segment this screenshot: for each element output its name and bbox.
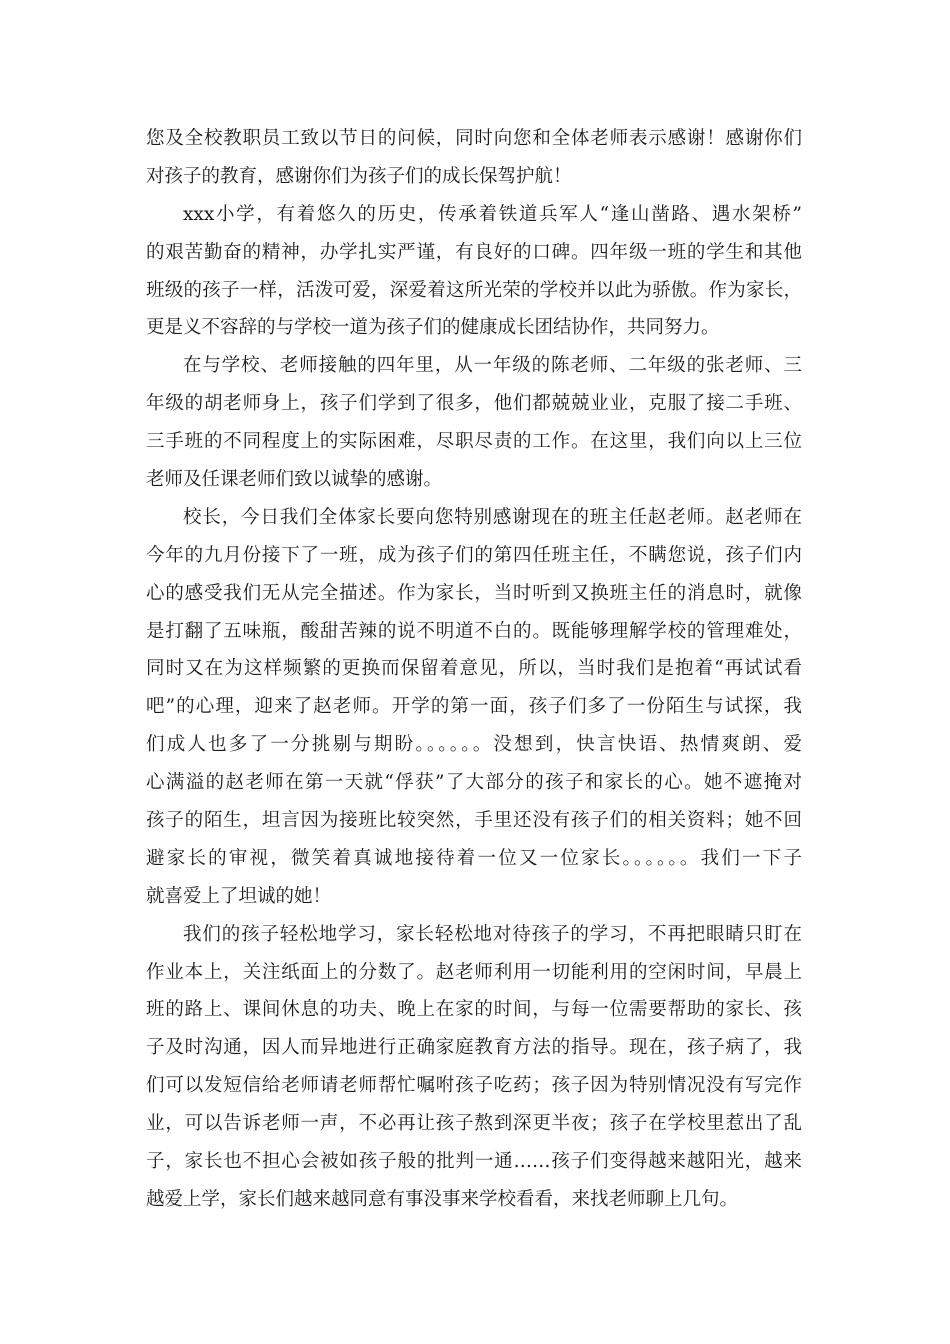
text-line: 就喜爱上了坦诚的她！ <box>146 885 332 907</box>
text-line: 班级的孩子一样，活泼可爱，深爱着这所光荣的学校并以此为骄傲。作为家长， <box>146 279 802 301</box>
text-line: 对孩子的教育，感谢你们为孩子们的成长保驾护航！ <box>146 165 572 187</box>
paragraph-2 <box>146 196 802 348</box>
text-line: 年级的胡老师身上，孩子们学到了很多，他们都兢兢业业，克服了接二手班、 <box>146 393 802 415</box>
text-line: xxx小学，有着悠久的历史，传承着铁道兵军人“逢山凿路、遇水架桥” <box>183 203 802 225</box>
text-line: 校长，今日我们全体家长要向您特别感谢现在的班主任赵老师。赵老师在 <box>183 506 802 528</box>
text-line: 们成人也多了一分挑剔与期盼。。。。。。没想到，快言快语、热情爽朗、爱 <box>146 734 802 756</box>
text-line: 们可以发短信给老师请老师帮忙嘱咐孩子吃药；孩子因为特别情况没有写完作 <box>146 1075 802 1097</box>
paragraph-5 <box>146 916 802 1219</box>
paragraph-3 <box>146 347 802 499</box>
text-line: 孩子的陌生，坦言因为接班比较突然，手里还没有孩子们的相关资料；她不回 <box>146 810 802 832</box>
text-line: 心满溢的赵老师在第一天就“俘获”了大部分的孩子和家长的心。她不遮掩对 <box>146 772 802 794</box>
text-line: 是打翻了五味瓶，酸甜苦辣的说不明道不白的。既能够理解学校的管理难处， <box>146 620 802 642</box>
text-line: 三手班的不同程度上的实际困难，尽职尽责的工作。在这里，我们向以上三位 <box>146 431 802 453</box>
text-line: 今年的九月份接下了一班，成为孩子们的第四任班主任，不瞒您说，孩子们内 <box>146 544 802 566</box>
paragraph-1 <box>146 120 802 196</box>
text-line: 子及时沟通，因人而异地进行正确家庭教育方法的指导。现在，孩子病了，我 <box>146 1037 802 1059</box>
text-line: 同时又在为这样频繁的更换而保留着意见，所以，当时我们是抱着“再试试看 <box>146 658 802 680</box>
paragraph-4 <box>146 499 802 916</box>
text-line: 班的路上、课间休息的功夫、晚上在家的时间，与每一位需要帮助的家长、孩 <box>146 999 802 1021</box>
document-body <box>146 120 802 1219</box>
text-line: 子，家长也不担心会被如孩子般的批判一通……孩子们变得越来越阳光，越来 <box>146 1151 802 1173</box>
text-line: 在与学校、老师接触的四年里，从一年级的陈老师、二年级的张老师、三 <box>183 355 802 377</box>
text-line: 作业本上，关注纸面上的分数了。赵老师利用一切能利用的空闲时间，早晨上 <box>146 961 802 983</box>
text-line: 我们的孩子轻松地学习，家长轻松地对待孩子的学习，不再把眼睛只盯在 <box>183 923 802 945</box>
text-line: 更是义不容辞的与学校一道为孩子们的健康成长团结协作，共同努力。 <box>146 317 720 339</box>
text-line: 越爱上学，家长们越来越同意有事没事来学校看看，来找老师聊上几句。 <box>146 1188 739 1210</box>
text-line: 老师及任课老师们致以诚挚的感谢。 <box>146 469 443 491</box>
text-line: 您及全校教职员工致以节日的问候，同时向您和全体老师表示感谢！感谢你们 <box>146 128 802 149</box>
text-line: 避家长的审视，微笑着真诚地接待着一位又一位家长。。。。。。我们一下子 <box>146 847 802 869</box>
text-line: 的艰苦勤奋的精神，办学扎实严谨，有良好的口碑。四年级一班的学生和其他 <box>146 241 802 263</box>
text-line: 心的感受我们无从完全描述。作为家长，当时听到又换班主任的消息时，就像 <box>146 582 802 604</box>
text-line: 吧”的心理，迎来了赵老师。开学的第一面，孩子们多了一份陌生与试探，我 <box>146 696 802 718</box>
text-line: 业，可以告诉老师一声，不必再让孩子熬到深更半夜；孩子在学校里惹出了乱 <box>146 1113 802 1135</box>
